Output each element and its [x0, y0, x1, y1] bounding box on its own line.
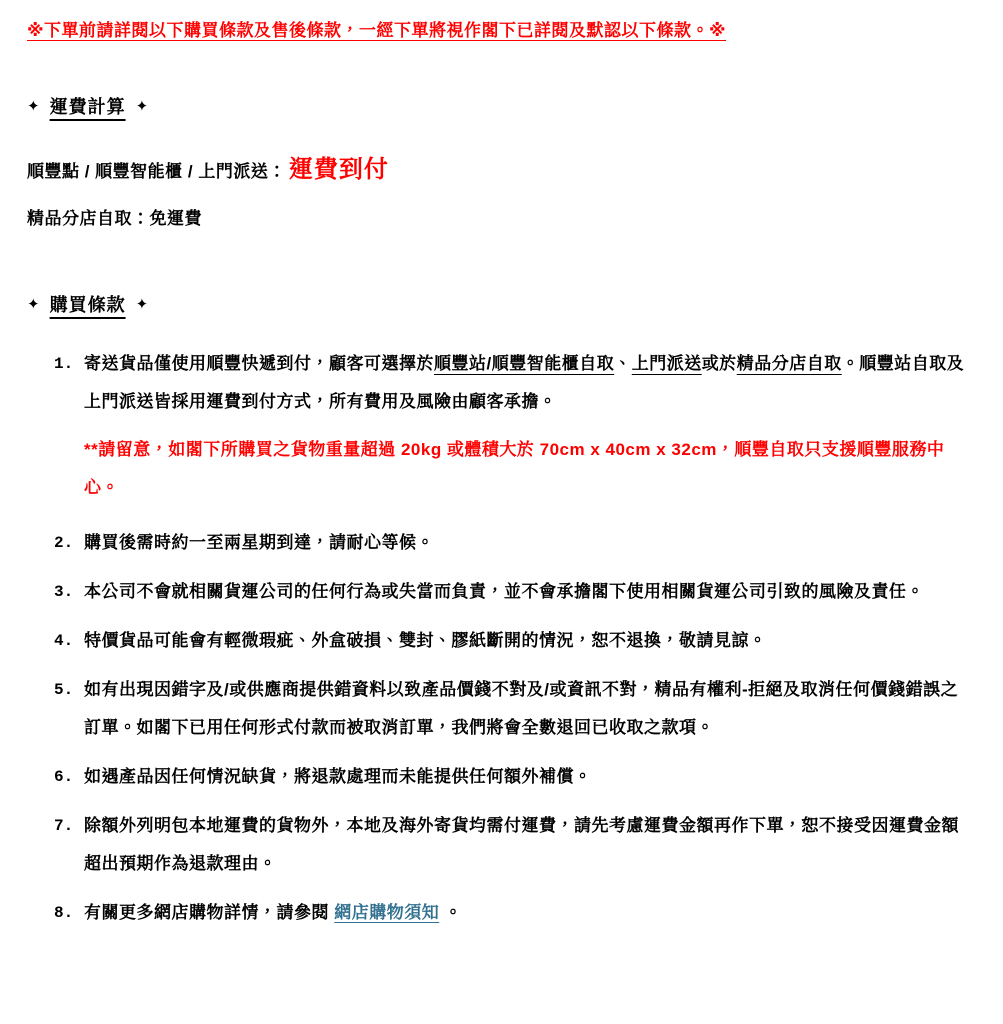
shipping-methods-label: 順豐點 / 順豐智能櫃 / 上門派送： [27, 162, 286, 181]
item-number: 7. [54, 817, 74, 835]
term-item-2 [54, 524, 975, 562]
text-segment: 。 [439, 903, 462, 922]
term-item-8 [54, 894, 975, 932]
item-number: 2. [54, 534, 74, 552]
star-icon: ✦ [27, 295, 40, 313]
term-item-4-text: 特價貨品可能會有輕微瑕疵、外盒破損、雙封、膠紙斷開的情況，恕不退換，敬請見諒。 [84, 631, 767, 650]
terms-section-heading [27, 291, 975, 317]
star-icon: ✦ [135, 295, 149, 313]
term-item-1 [54, 345, 975, 513]
term-item-6-content [84, 758, 975, 796]
term-item-8-content [84, 894, 975, 932]
term-item-1-text [84, 345, 975, 421]
shipping-section-heading [27, 93, 975, 119]
item-number: 1. [54, 355, 74, 373]
text-segment: 、 [614, 354, 632, 373]
text-segment: 。順豐站自取及上門派送皆採用運費到付方式，所有費用及風險由顧客承擔。 [84, 354, 965, 411]
sf-station-pickup-underlined: 順豐站/順豐智能櫃自取 [434, 354, 615, 373]
term-item-3-text: 本公司不會就相關貨運公司的任何行為或失當而負責，並不會承擔閣下使用相關貨運公司引致的風險及責任。 [84, 582, 924, 601]
term-item-4-content [84, 622, 975, 660]
shop-guide-link[interactable]: 網店購物須知 [334, 903, 440, 922]
term-item-5-content [84, 671, 975, 747]
term-item-2-content [84, 524, 975, 562]
term-item-7-text: 除額外列明包本地運費的貨物外，本地及海外寄貨均需付運費，請先考慮運費金額再作下單，恕不接受因運費金額超出預期作為退款理由。 [84, 816, 959, 873]
term-item-5-text: 如有出現因錯字及/或供應商提供錯資料以致產品價錢不對及/或資訊不對，精品有權利-拒絕及取消任何價錢錯誤之訂單。如閣下已用任何形式付款而被取消訂單，我們將會全數退回已收取之款項。 [84, 680, 959, 737]
term-item-6-text: 如遇產品因任何情況缺貨，將退款處理而未能提供任何額外補償。 [84, 767, 592, 786]
item-number: 3. [54, 583, 74, 601]
item-number: 4. [54, 632, 74, 650]
term-item-8-text [84, 894, 975, 932]
item-number: 8. [54, 904, 74, 922]
pre-order-notice: ※下單前請詳閱以下購買條款及售後條款，一經下單將視作閣下已詳閱及默認以下條款。※ [27, 21, 727, 40]
terms-heading-text: 購買條款 [49, 295, 126, 315]
term-item-3-content [84, 573, 975, 611]
item-number: 5. [54, 681, 74, 699]
term-item-7 [54, 807, 975, 883]
term-item-1-content [84, 345, 975, 513]
text-segment: 或於 [701, 354, 737, 373]
weight-size-limit-note: **請留意，如閣下所購買之貨物重量超過 20kg 或體積大於 70cm x 40cm x 32cm，順豐自取只支援順豐服務中心。 [84, 440, 945, 497]
term-item-7-content [84, 807, 975, 883]
store-pickup-underlined: 精品分店自取 [736, 354, 842, 373]
store-pickup-line: 精品分店自取：免運費 [27, 209, 202, 228]
term-item-6 [54, 758, 975, 796]
text-segment: 有關更多網店購物詳情，請參閱 [84, 903, 335, 922]
text-segment: 寄送貨品僅使用順豐快遞到付，顧客可選擇於 [84, 354, 434, 373]
item-number: 6. [54, 768, 74, 786]
star-icon: ✦ [135, 97, 149, 115]
shipping-heading-text: 運費計算 [49, 97, 126, 117]
shipping-methods-line [27, 149, 975, 184]
door-delivery-underlined: 上門派送 [631, 354, 702, 373]
terms-list [27, 345, 975, 932]
term-item-2-text: 購買後需時約一至兩星期到達，請耐心等候。 [84, 533, 434, 552]
star-icon: ✦ [27, 97, 40, 115]
term-item-4 [54, 622, 975, 660]
term-item-5 [54, 671, 975, 747]
freight-collect-value: 運費到付 [288, 156, 389, 183]
term-item-3 [54, 573, 975, 611]
